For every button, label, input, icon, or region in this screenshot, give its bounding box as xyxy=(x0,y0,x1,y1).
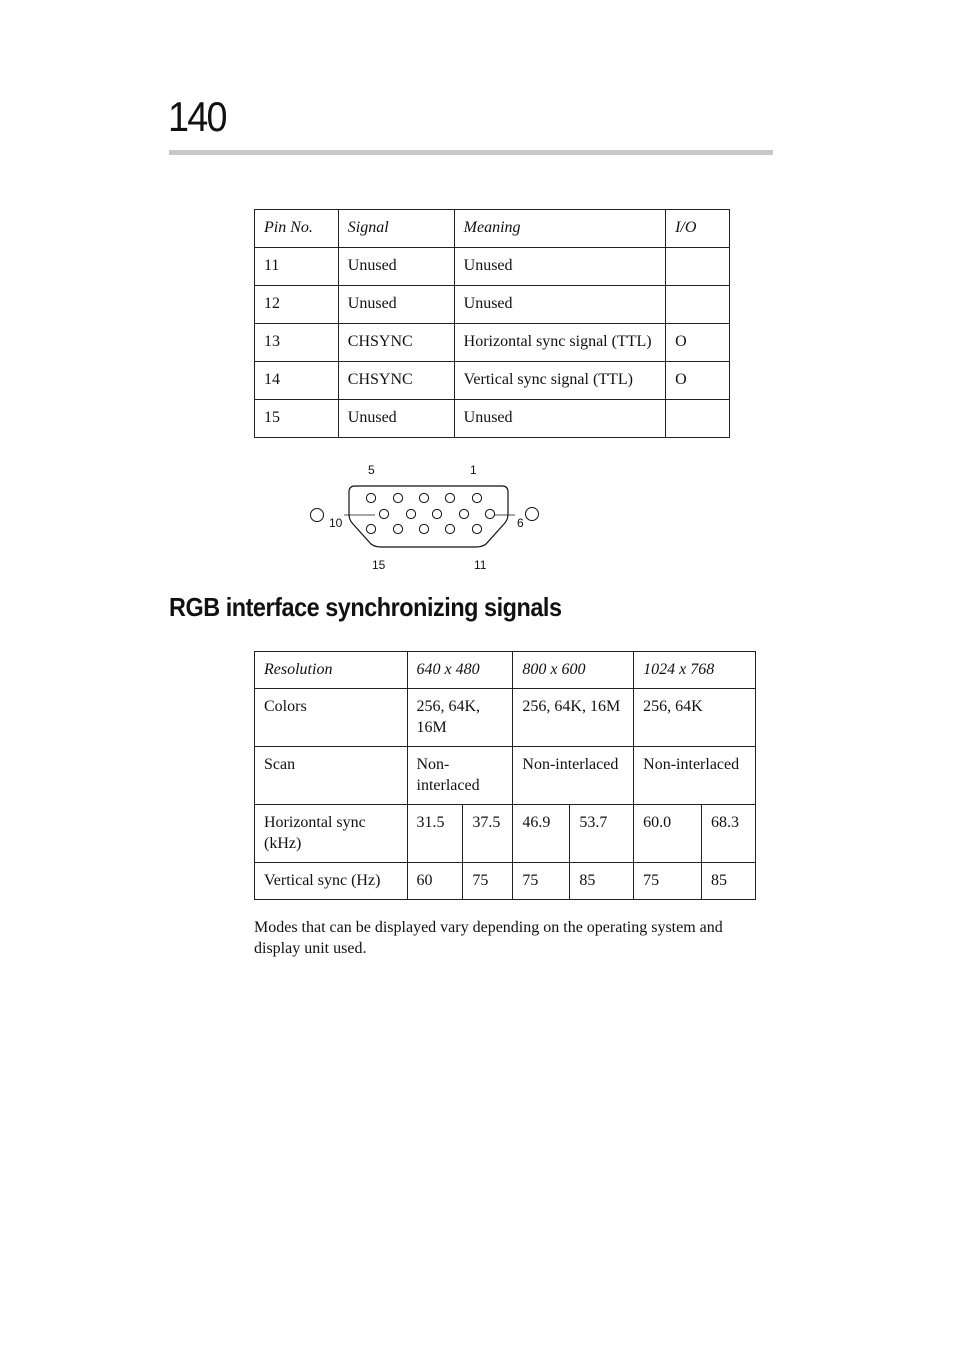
table-cell: 46.9 xyxy=(513,805,570,863)
pin-label-5: 5 xyxy=(368,463,375,477)
sync-table xyxy=(254,651,756,900)
table-row xyxy=(255,286,730,324)
page-number: 140 xyxy=(168,93,226,140)
table-cell: 75 xyxy=(463,863,513,900)
table-header-row xyxy=(255,210,730,248)
table-cell: 31.5 xyxy=(407,805,463,863)
table-cell xyxy=(666,400,730,438)
table-cell: 68.3 xyxy=(702,805,756,863)
column-header: 1024 x 768 xyxy=(634,652,756,689)
table-row xyxy=(255,689,756,747)
table-header-row xyxy=(255,652,756,689)
table-cell: CHSYNC xyxy=(338,324,454,362)
table-cell: 12 xyxy=(255,286,339,324)
table-cell: Non-interlaced xyxy=(513,747,634,805)
table-cell: Horizontal sync signal (TTL) xyxy=(454,324,665,362)
table-cell: 75 xyxy=(513,863,570,900)
table-cell: 53.7 xyxy=(570,805,634,863)
table-cell: 15 xyxy=(255,400,339,438)
row-label: Scan xyxy=(255,747,408,805)
table-cell: 37.5 xyxy=(463,805,513,863)
table-row xyxy=(255,863,756,900)
table-cell: O xyxy=(666,362,730,400)
table-cell: Unused xyxy=(454,286,665,324)
mounting-hole-right xyxy=(526,508,539,521)
section-title: RGB interface synchronizing signals xyxy=(169,592,562,622)
pin-row-bottom xyxy=(366,524,481,533)
table-cell: Non-interlaced xyxy=(407,747,513,805)
table-row xyxy=(255,805,756,863)
table-cell: Unused xyxy=(338,286,454,324)
pin-label-15: 15 xyxy=(372,558,386,572)
row-label: Colors xyxy=(255,689,408,747)
table-row xyxy=(255,400,730,438)
table-cell: 60.0 xyxy=(634,805,702,863)
pin-label-6: 6 xyxy=(517,516,524,530)
table-cell: 14 xyxy=(255,362,339,400)
pin-label-10: 10 xyxy=(329,516,343,530)
table-cell: 256, 64K xyxy=(634,689,756,747)
mounting-hole-left xyxy=(311,509,324,522)
footnote: Modes that can be displayed vary depending on the operating system and display unit used. xyxy=(254,919,723,957)
table-cell xyxy=(666,248,730,286)
table-cell: 85 xyxy=(702,863,756,900)
row-label: Resolution xyxy=(255,652,408,689)
pin-row-middle xyxy=(379,509,494,518)
table-cell: Unused xyxy=(454,400,665,438)
table-cell: 60 xyxy=(407,863,463,900)
table-cell: 85 xyxy=(570,863,634,900)
table-cell: 11 xyxy=(255,248,339,286)
pin-label-1: 1 xyxy=(470,463,477,477)
table-row xyxy=(255,248,730,286)
pin-table xyxy=(254,209,730,438)
table-cell: Unused xyxy=(338,248,454,286)
table-cell: Unused xyxy=(454,248,665,286)
table-cell: O xyxy=(666,324,730,362)
table-cell: Vertical sync signal (TTL) xyxy=(454,362,665,400)
row-label: Horizontal sync (kHz) xyxy=(255,805,408,863)
table-cell: 13 xyxy=(255,324,339,362)
column-header: 640 x 480 xyxy=(407,652,513,689)
pin-row-top xyxy=(366,493,481,502)
table-cell: 256, 64K, 16M xyxy=(513,689,634,747)
table-cell: Non-interlaced xyxy=(634,747,756,805)
row-label: Vertical sync (Hz) xyxy=(255,863,408,900)
table-cell: 75 xyxy=(634,863,702,900)
table-row xyxy=(255,324,730,362)
column-header: Signal xyxy=(338,210,454,248)
pin-label-11: 11 xyxy=(474,558,487,572)
column-header: Pin No. xyxy=(255,210,339,248)
table-cell: Unused xyxy=(338,400,454,438)
table-row xyxy=(255,747,756,805)
table-cell: CHSYNC xyxy=(338,362,454,400)
vga-connector-diagram xyxy=(300,458,550,578)
column-header: 800 x 600 xyxy=(513,652,634,689)
column-header: Meaning xyxy=(454,210,665,248)
table-cell: 256, 64K, 16M xyxy=(407,689,513,747)
table-cell xyxy=(666,286,730,324)
column-header: I/O xyxy=(666,210,730,248)
header-rule xyxy=(169,150,773,155)
table-row xyxy=(255,362,730,400)
